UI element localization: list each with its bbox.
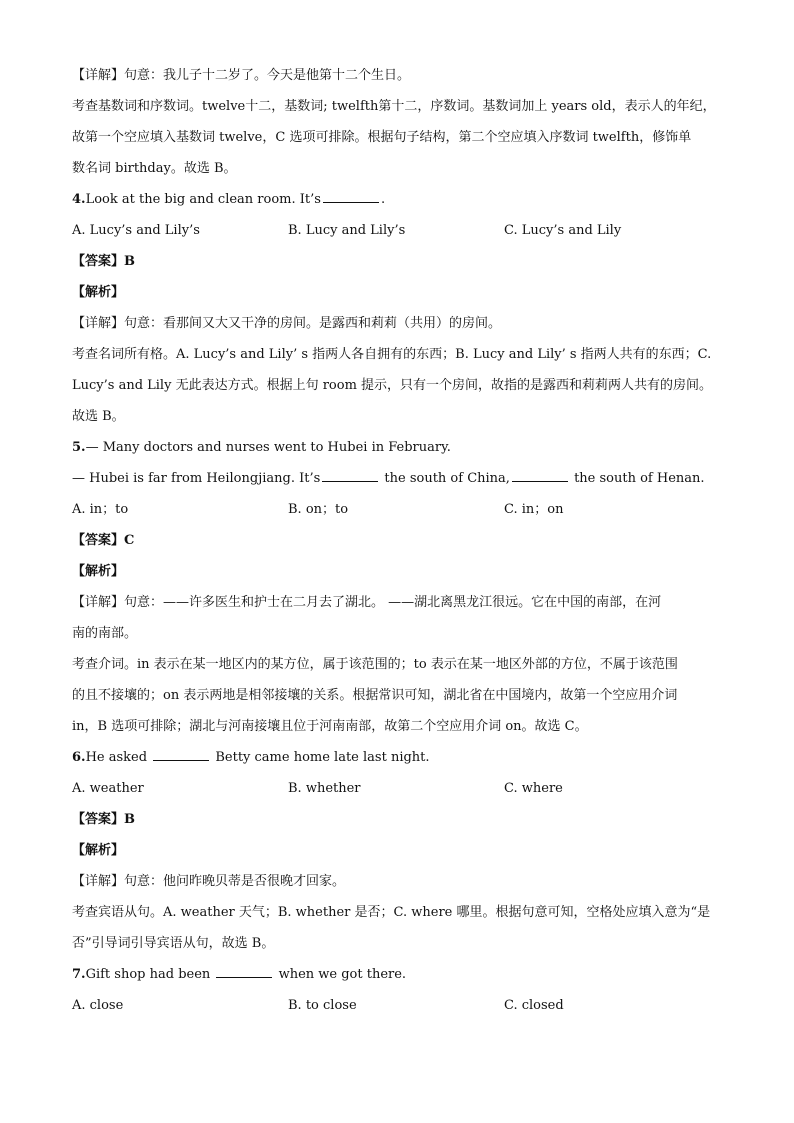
q6-analysis-tag: 【解析】	[72, 843, 125, 858]
q5-option-c: C. in；on	[504, 502, 564, 517]
document-page	[72, 60, 722, 1021]
q4-answer	[72, 246, 722, 277]
q6-answer	[72, 804, 722, 835]
q6-analysis-line: 考查宾语从句。A. weather 天气；B. whether 是否；C. where 哪里。根据句意可知，空格处应填入意为“是	[72, 905, 711, 920]
q7-option-b: B. to close	[288, 998, 357, 1013]
q5-analysis-line: in，B 选项可排除；湖北与河南接壤且位于河南南部，故第二个空应用介词 on。故选 C。	[72, 719, 588, 734]
q5-number: 5.	[72, 440, 86, 455]
q7-blank	[216, 965, 272, 978]
q7-option-c: C. closed	[504, 998, 564, 1013]
q7-stem	[72, 959, 722, 990]
q4-stem-after: .	[380, 192, 386, 207]
q5-analysis-line: 考查介词。in 表示在某一地区内的某方位，属于该范围的；to 表示在某一地区外部的方位，不属于该范围	[72, 657, 678, 672]
q4-options	[72, 215, 722, 246]
q7-option-a: A. close	[72, 998, 124, 1013]
q6-analysis-line: 否”引导词引导宾语从句，故选 B。	[72, 936, 275, 951]
q4-option-b: B. Lucy and Lily’s	[288, 223, 406, 238]
q4-option-c: C. Lucy’s and Lily	[504, 223, 622, 238]
q4-blank	[323, 190, 379, 203]
q4-analysis-tag: 【解析】	[72, 285, 125, 300]
q3-analysis-line: 考查基数词和序数词。twelve十二，基数词; twelfth第十二，序数词。基数词加上 years old，表示人的年纪，	[72, 99, 716, 114]
q7-options	[72, 990, 722, 1021]
q7-number: 7.	[72, 967, 86, 982]
q5-options	[72, 494, 722, 525]
q4-number: 4.	[72, 192, 86, 207]
q4-answer-value: B	[124, 254, 136, 269]
q5-stem-part-a: — Hubei is far from Heilongjiang. It’s	[72, 471, 321, 486]
q6-option-a: A. weather	[72, 781, 144, 796]
q4-analysis-line: 故选 B。	[72, 409, 125, 424]
q3-analysis-line: 数名词 birthday。故选 B。	[72, 161, 237, 176]
q5-answer-value: C	[124, 533, 135, 548]
q5-analysis-line: 的且不接壤的；on 表示两地是相邻接壤的关系。根据常识可知，湖北省在中国境内，故第一个空应用介词	[72, 688, 678, 703]
q6-detail: 【详解】句意：他问昨晚贝蒂是否很晚才回家。	[72, 874, 346, 889]
q5-blank-2	[512, 469, 568, 482]
q6-option-b: B. whether	[288, 781, 361, 796]
q6-number: 6.	[72, 750, 86, 765]
q6-blank	[153, 748, 209, 761]
q6-stem-before: He asked	[85, 750, 148, 765]
q5-detail-line: 南的南部。	[72, 626, 138, 641]
q4-stem-before: Look at the big and clean room. It’s	[85, 192, 321, 207]
q5-blank-1	[322, 469, 378, 482]
q3-analysis-line: 故第一个空应填入基数词 twelve，C 选项可排除。根据句子结构，第二个空应填入序数词 twelfth，修饰单	[72, 130, 692, 145]
q5-detail-line: 【详解】句意：——许多医生和护士在二月去了湖北。 ——湖北离黑龙江很远。它在中国的南部，在河	[72, 595, 662, 610]
q4-analysis-line: Lucy’s and Lily 无此表达方式。根据上句 room 提示，只有一个房间，故指的是露西和莉莉两人共有的房间。	[72, 378, 713, 393]
q3-detail: 【详解】句意：我儿子十二岁了。今天是他第十二个生日。	[72, 68, 411, 83]
q5-stem-text: — Many doctors and nurses went to Hubei in February.	[85, 440, 451, 455]
q5-answer-tag: 【答案】	[72, 533, 125, 548]
q6-answer-tag: 【答案】	[72, 812, 125, 827]
q7-stem-before: Gift shop had been	[85, 967, 211, 982]
q5-option-b: B. on；to	[288, 502, 349, 517]
q5-stem-part-c: the south of Henan.	[574, 471, 705, 486]
q6-options	[72, 773, 722, 804]
q4-option-a: A. Lucy’s and Lily’s	[72, 223, 200, 238]
q6-stem-after: Betty came home late last night.	[215, 750, 430, 765]
q5-stem-line1	[72, 432, 722, 463]
q6-answer-value: B	[124, 812, 136, 827]
q4-detail: 【详解】句意：看那间又大又干净的房间。是露西和莉莉（共用）的房间。	[72, 316, 502, 331]
q4-answer-tag: 【答案】	[72, 254, 125, 269]
q5-stem-part-b: the south of China,	[384, 471, 510, 486]
q6-option-c: C. where	[504, 781, 563, 796]
q5-analysis-tag: 【解析】	[72, 564, 125, 579]
q5-answer	[72, 525, 722, 556]
q5-option-a: A. in；to	[72, 502, 129, 517]
q7-stem-after: when we got there.	[278, 967, 407, 982]
q6-stem	[72, 742, 722, 773]
q4-analysis-line: 考查名词所有格。A. Lucy’s and Lily’ s 指两人各自拥有的东西；B. Lucy and Lily’ s 指两人共有的东西；C.	[72, 347, 712, 362]
q5-stem-line2	[72, 463, 722, 494]
q4-stem	[72, 184, 722, 215]
